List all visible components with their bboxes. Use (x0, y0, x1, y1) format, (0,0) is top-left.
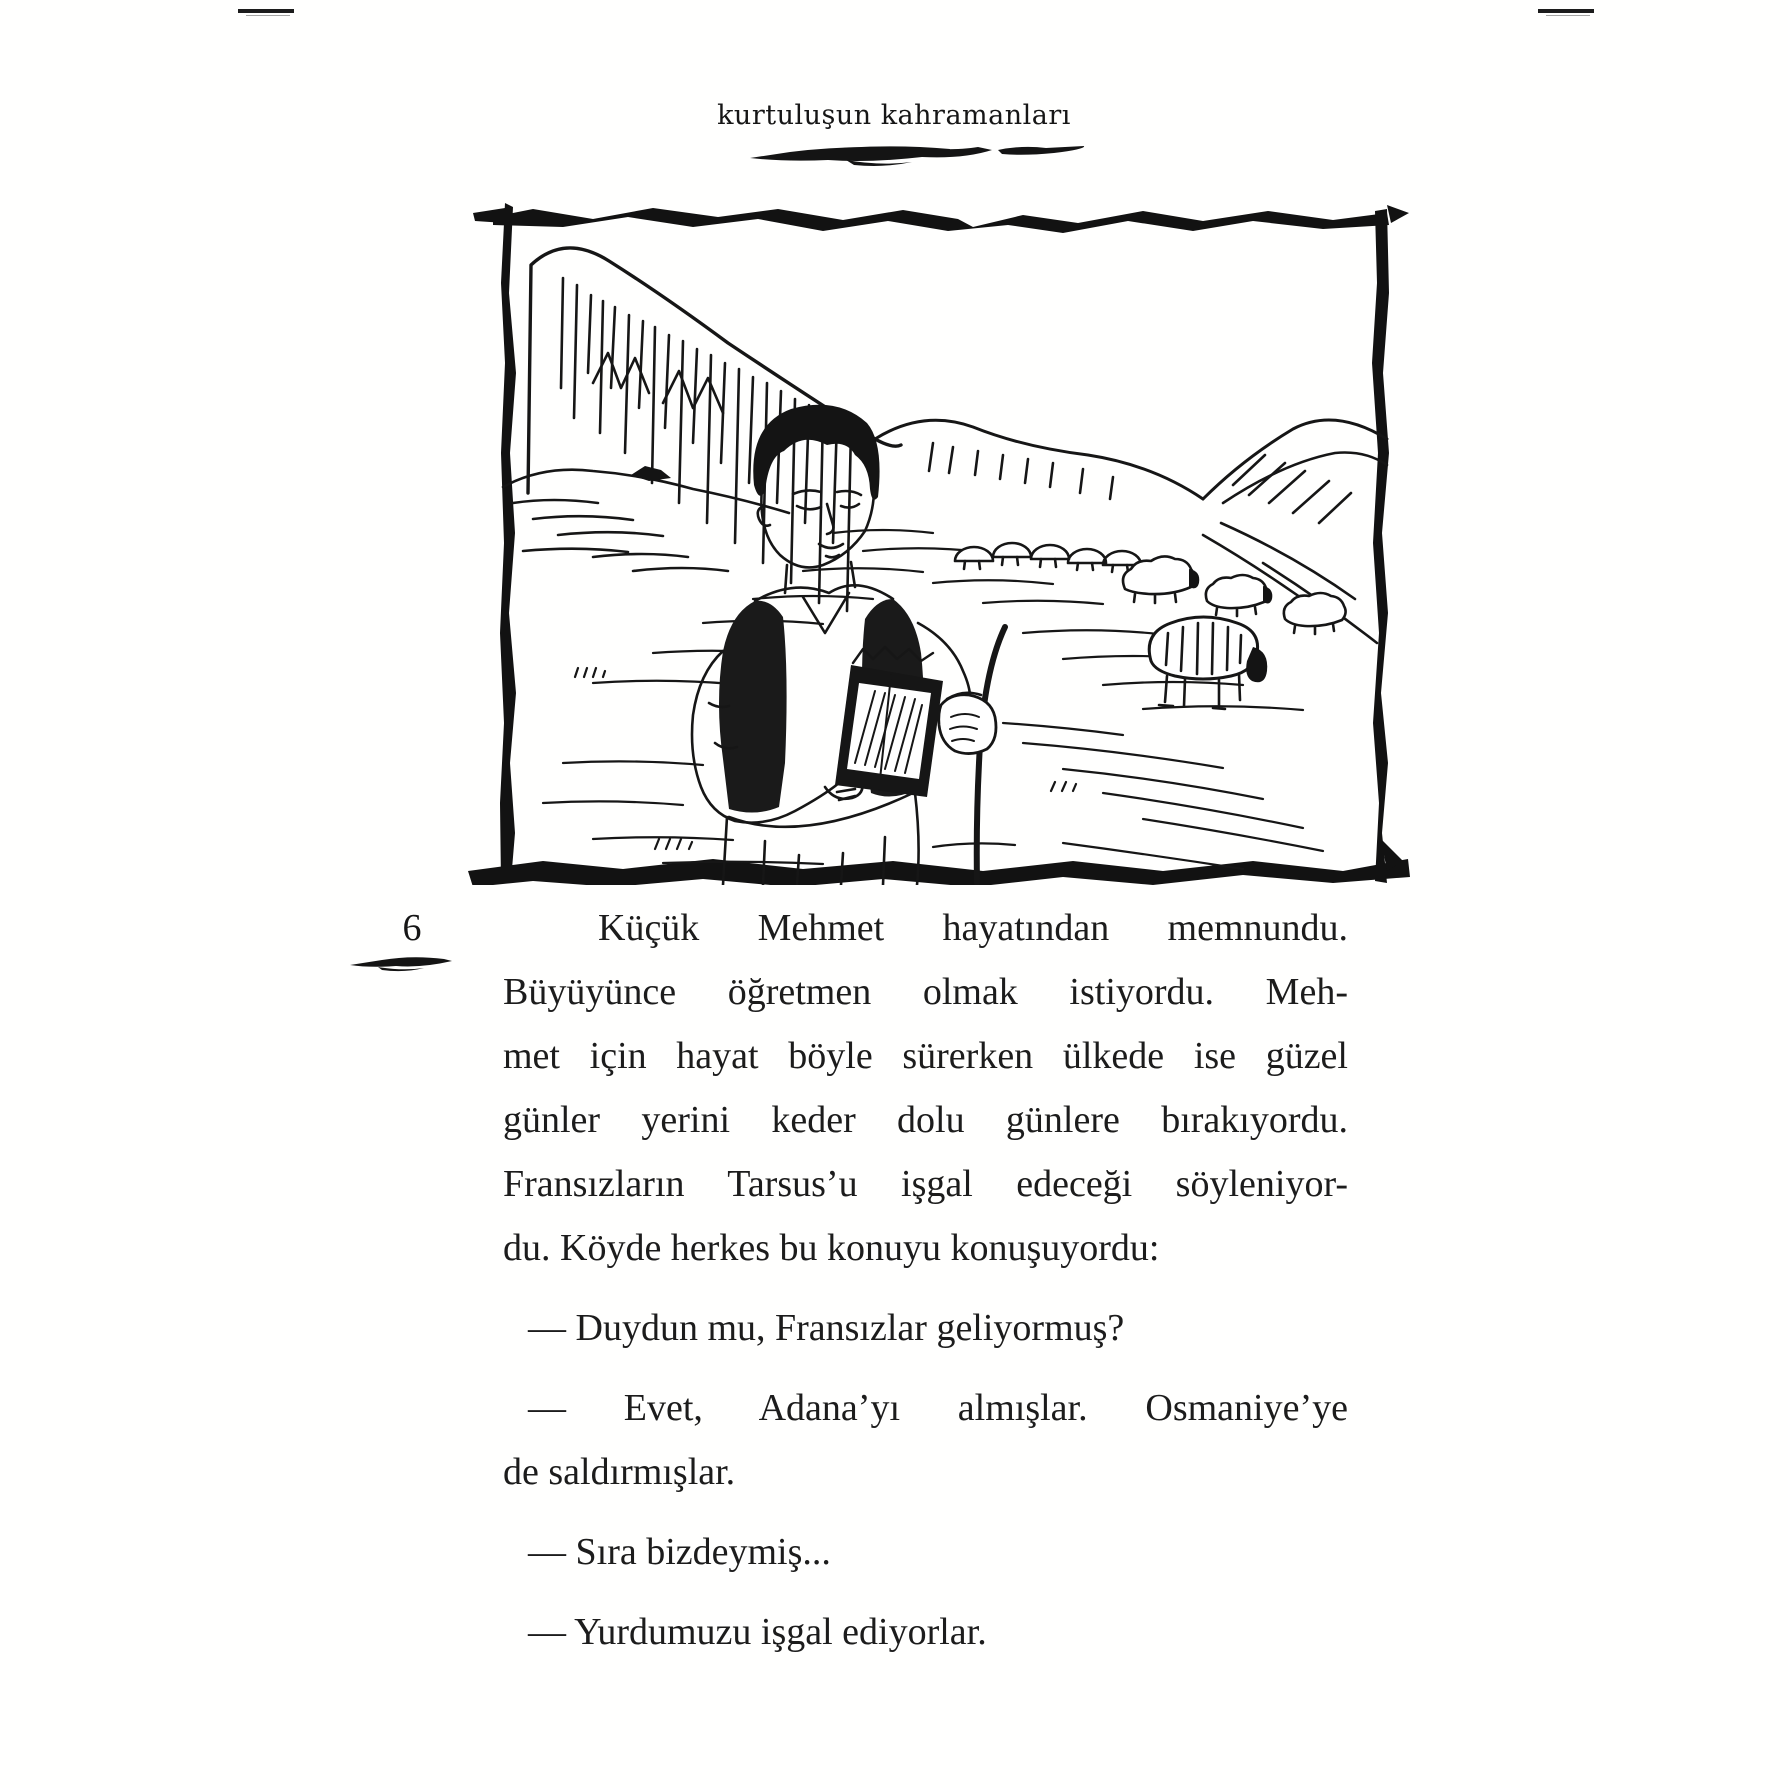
text-line: — Yurdumuzu işgal ediyorlar. (528, 1611, 987, 1653)
text-line: — Sıra bizdeymiş... (528, 1531, 831, 1573)
middle-ridge (875, 420, 1203, 499)
text-line: Büyüyünce öğretmen olmak istiyordu. Meh- (503, 971, 1348, 1013)
boy-hair (753, 405, 879, 500)
grazing-sheep (1149, 617, 1267, 709)
paragraph (503, 1376, 1348, 1504)
text-line: — Duydun mu, Fransızlar geliyormuş? (528, 1307, 1125, 1349)
title-underline-brush-icon (750, 142, 1086, 168)
top-right-rule (1538, 9, 1594, 13)
paragraph (503, 1296, 1348, 1360)
text-line: Fransızların Tarsus’u işgal edeceği söyleniyor- (503, 1163, 1348, 1205)
running-head-title: kurtuluşun kahramanları (717, 100, 1071, 131)
page-number-underline-brush-icon (350, 954, 454, 972)
illustration-boy-reading-with-sheep (463, 183, 1427, 885)
paragraph (503, 896, 1348, 1280)
text-line: Küçük Mehmet hayatından memnundu. (598, 907, 1348, 949)
paragraph (503, 1600, 1348, 1664)
left-foothills (503, 466, 789, 571)
page-number: 6 (402, 907, 422, 949)
text-line: du. Köyde herkes bu konuyu konuşuyordu: (503, 1227, 1160, 1269)
story-text (503, 896, 1348, 1680)
text-line: — Evet, Adana’yı almışlar. Osmaniye’ye (528, 1387, 1348, 1429)
text-line: günler yerini keder dolu günlere bırakıyordu. (503, 1099, 1348, 1141)
top-left-rule (238, 9, 294, 13)
text-line: met için hayat böyle sürerken ülkede ise güzel (503, 1035, 1348, 1077)
frame-border (465, 203, 1410, 885)
paragraph (503, 1520, 1348, 1584)
text-line: de saldırmışlar. (503, 1451, 736, 1493)
